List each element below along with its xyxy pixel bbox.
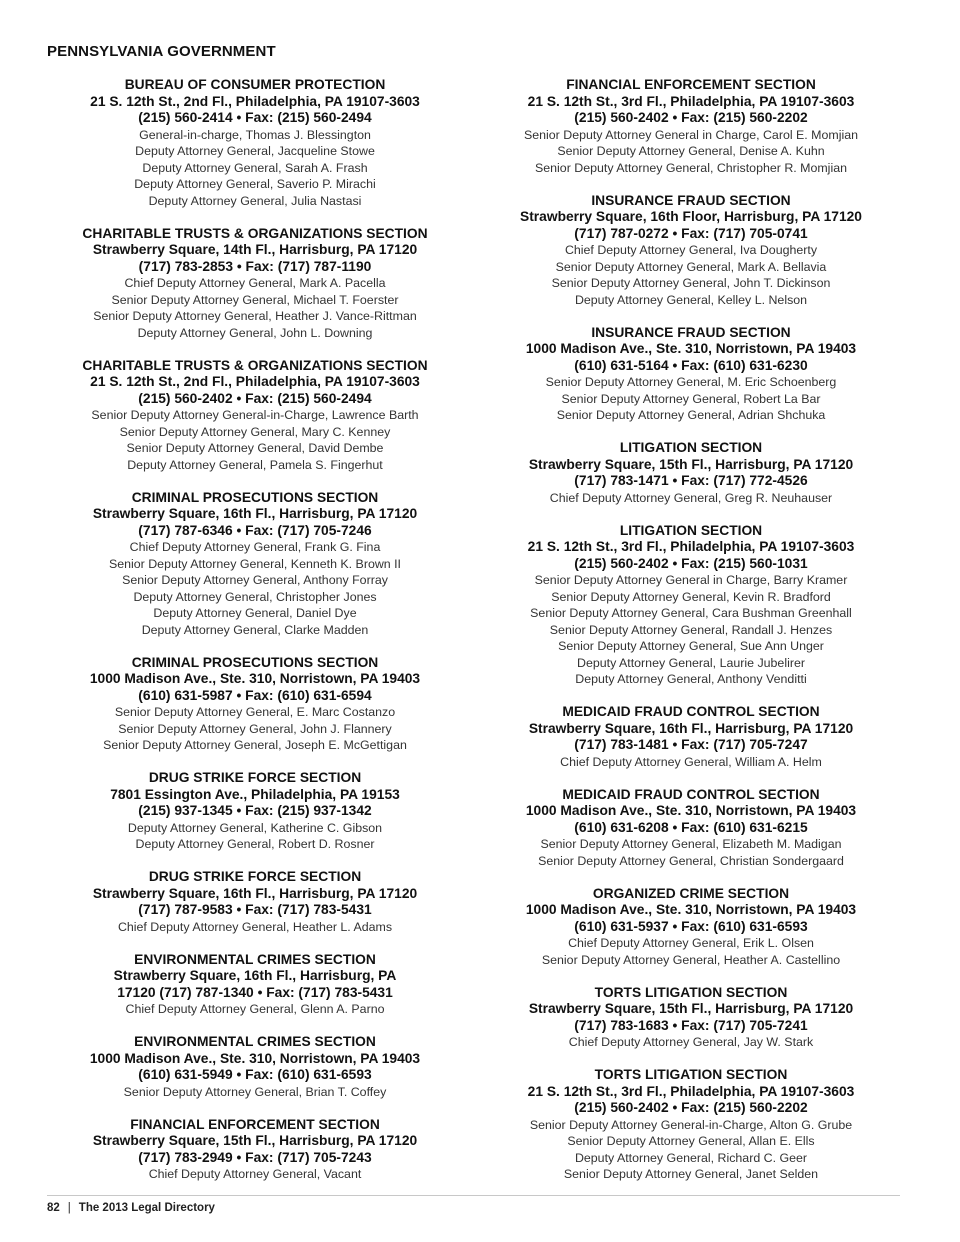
section-title: ENVIRONMENTAL CRIMES SECTION — [134, 951, 376, 967]
section-phone: 17120 (717) 787-1340 • Fax: (717) 783-5431 — [117, 984, 393, 1000]
directory-section — [60, 1034, 450, 1100]
staff-entry: Senior Deputy Attorney General, Kenneth K. Brown II — [108, 556, 402, 571]
staff-entry: Senior Deputy Attorney General, Christopher R. Momjian — [535, 160, 847, 175]
section-phone: (717) 787-6346 • Fax: (717) 705-7246 — [138, 522, 372, 538]
staff-entry: Senior Deputy Attorney General-in-Charge, Lawrence Barth — [91, 408, 419, 422]
staff-entry: Senior Deputy Attorney General, M. Eric Schoenberg — [545, 375, 837, 389]
staff-entry: Deputy Attorney General, Kelley L. Nelson — [574, 292, 808, 307]
staff-entry: Chief Deputy Attorney General, Frank G. Fina — [129, 540, 381, 554]
staff-entry: Senior Deputy Attorney General, Elizabeth M. Madigan — [540, 837, 842, 851]
section-title: FINANCIAL ENFORCEMENT SECTION — [130, 1116, 380, 1132]
section-address: Strawberry Square, 16th Floor, Harrisburg, PA 17120 — [520, 209, 862, 224]
directory-section — [495, 985, 887, 1051]
section-phone: (610) 631-5987 • Fax: (610) 631-6594 — [138, 687, 372, 703]
section-address: Strawberry Square, 15th Fl., Harrisburg, PA 17120 — [528, 456, 854, 472]
section-phone: (717) 783-1471 • Fax: (717) 772-4526 — [574, 473, 808, 488]
section-phone: (610) 631-6208 • Fax: (610) 631-6215 — [574, 819, 808, 835]
staff-entry: Senior Deputy Attorney General, Brian T. Coffey — [123, 1084, 387, 1099]
section-title: LITIGATION SECTION — [619, 440, 763, 455]
staff-entry: Deputy Attorney General, Robert D. Rosner — [135, 837, 375, 851]
directory-section — [60, 655, 450, 754]
directory-section — [60, 358, 450, 474]
directory-section — [60, 770, 450, 853]
staff-entry: Senior Deputy Attorney General, John T. Dickinson — [551, 276, 831, 290]
footer-divider — [47, 1195, 900, 1196]
staff-entry: Senior Deputy Attorney General, Christian Sondergaard — [538, 853, 844, 868]
staff-entry: Senior Deputy Attorney General, Mary C. Kenney — [119, 424, 391, 439]
section-title: INSURANCE FRAUD SECTION — [591, 192, 791, 208]
directory-section — [495, 523, 887, 688]
directory-section — [60, 226, 450, 342]
section-address: Strawberry Square, 14th Fl., Harrisburg, PA 17120 — [92, 242, 418, 257]
section-phone: (215) 560-2402 • Fax: (215) 560-2202 — [574, 110, 808, 125]
section-address: 7801 Essington Ave., Philadelphia, PA 19153 — [110, 786, 400, 802]
staff-entry: Chief Deputy Attorney General, Jay W. Stark — [568, 1035, 814, 1049]
section-title: CRIMINAL PROSECUTIONS SECTION — [131, 654, 379, 670]
section-phone: (610) 631-5937 • Fax: (610) 631-6593 — [574, 918, 808, 934]
staff-entry: Chief Deputy Attorney General, Iva Dougherty — [564, 243, 818, 257]
staff-entry: Senior Deputy Attorney General, Adrian Shchuka — [556, 408, 826, 422]
section-address: 1000 Madison Ave., Ste. 310, Norristown, PA 19403 — [525, 902, 857, 917]
footer-separator: | — [67, 1202, 71, 1214]
section-phone: (717) 783-1683 • Fax: (717) 705-7241 — [574, 1017, 808, 1033]
section-address: 1000 Madison Ave., Ste. 310, Norristown, PA 19403 — [525, 341, 857, 356]
section-phone: (215) 937-1345 • Fax: (215) 937-1342 — [138, 803, 372, 818]
section-title: LITIGATION SECTION — [619, 522, 763, 538]
section-phone: (215) 560-2402 • Fax: (215) 560-2494 — [138, 390, 372, 406]
page-footer — [47, 1202, 215, 1214]
staff-entry: Chief Deputy Attorney General, Mark A. Pacella — [124, 276, 386, 290]
page-header: PENNSYLVANIA GOVERNMENT — [47, 43, 276, 60]
section-address: Strawberry Square, 16th Fl., Harrisburg, PA 17120 — [92, 885, 418, 901]
staff-entry: Senior Deputy Attorney General, Michael T. Foerster — [111, 292, 399, 307]
section-phone: (717) 783-2949 • Fax: (717) 705-7243 — [138, 1149, 372, 1165]
section-phone: (215) 560-2414 • Fax: (215) 560-2494 — [138, 110, 372, 125]
section-address: Strawberry Square, 16th Fl., Harrisburg, PA 17120 — [92, 506, 418, 521]
section-address: 21 S. 12th St., 3rd Fl., Philadelphia, PA 19107-3603 — [527, 93, 855, 109]
section-address: 1000 Madison Ave., Ste. 310, Norristown, PA 19403 — [525, 803, 857, 818]
staff-entry: Senior Deputy Attorney General, Kevin R. Bradford — [551, 589, 831, 604]
staff-entry: Senior Deputy Attorney General, Joseph E. McGettigan — [103, 738, 407, 752]
staff-entry: Deputy Attorney General, Anthony Venditti — [575, 672, 807, 686]
page-number: 82 — [47, 1202, 60, 1214]
staff-entry: Deputy Attorney General, John L. Downing — [137, 325, 373, 340]
staff-entry: Chief Deputy Attorney General, Glenn A. Parno — [125, 1002, 385, 1016]
directory-section — [495, 886, 887, 969]
section-title: ORGANIZED CRIME SECTION — [592, 885, 790, 901]
section-address: Strawberry Square, 16th Fl., Harrisburg, PA — [113, 968, 397, 983]
section-phone: (717) 787-9583 • Fax: (717) 783-5431 — [138, 902, 372, 917]
staff-entry: Senior Deputy Attorney General, Denise A. Kuhn — [557, 144, 825, 158]
section-title: DRUG STRIKE FORCE SECTION — [148, 770, 362, 785]
staff-entry: Senior Deputy Attorney General, E. Marc Costanzo — [114, 705, 396, 719]
section-title: FINANCIAL ENFORCEMENT SECTION — [566, 77, 816, 92]
staff-entry: General-in-charge, Thomas J. Blessington — [139, 127, 371, 142]
staff-entry: Chief Deputy Attorney General, Greg R. Neuhauser — [549, 490, 833, 505]
staff-entry: Chief Deputy Attorney General, Vacant — [148, 1167, 362, 1181]
section-address: 21 S. 12th St., 3rd Fl., Philadelphia, PA 19107-3603 — [527, 539, 855, 554]
staff-entry: Senior Deputy Attorney General, Heather A. Castellino — [541, 952, 841, 967]
section-address: Strawberry Square, 15th Fl., Harrisburg, PA 17120 — [528, 1001, 854, 1016]
section-title: BUREAU OF CONSUMER PROTECTION — [124, 77, 386, 92]
directory-section — [495, 77, 887, 176]
publication-title: The 2013 Legal Directory — [78, 1202, 215, 1214]
section-phone: (215) 560-2402 • Fax: (215) 560-1031 — [574, 555, 808, 571]
staff-entry: Senior Deputy Attorney General, Cara Bushman Greenhall — [530, 606, 852, 620]
staff-entry: Senior Deputy Attorney General in Charge, Barry Kramer — [534, 573, 848, 587]
directory-section — [495, 704, 887, 770]
section-address: 21 S. 12th St., 3rd Fl., Philadelphia, PA 19107-3603 — [527, 1083, 855, 1099]
staff-entry: Senior Deputy Attorney General, David Dembe — [126, 441, 384, 455]
section-title: TORTS LITIGATION SECTION — [594, 1067, 788, 1082]
directory-section — [495, 440, 887, 506]
staff-entry: Senior Deputy Attorney General, John J. Flannery — [118, 721, 392, 736]
staff-entry: Chief Deputy Attorney General, William A. Helm — [560, 754, 822, 769]
section-phone: (610) 631-5164 • Fax: (610) 631-6230 — [574, 357, 808, 373]
staff-entry: Deputy Attorney General, Katherine C. Gibson — [127, 820, 383, 835]
staff-entry: Senior Deputy Attorney General, Randall J. Henzes — [549, 622, 833, 637]
section-address: Strawberry Square, 16th Fl., Harrisburg, PA 17120 — [528, 720, 854, 736]
staff-entry: Deputy Attorney General, Laurie Jubelirer — [577, 655, 805, 670]
section-phone: (717) 783-2853 • Fax: (717) 787-1190 — [138, 258, 372, 274]
staff-entry: Senior Deputy Attorney General, Sue Ann Unger — [558, 639, 824, 653]
directory-section — [60, 869, 450, 935]
directory-section — [60, 1117, 450, 1183]
section-title: ENVIRONMENTAL CRIMES SECTION — [134, 1034, 376, 1049]
section-title: MEDICAID FRAUD CONTROL SECTION — [562, 786, 820, 802]
left-column — [60, 77, 450, 1199]
section-title: MEDICAID FRAUD CONTROL SECTION — [562, 704, 820, 719]
staff-entry: Deputy Attorney General, Julia Nastasi — [148, 193, 362, 208]
staff-entry: Deputy Attorney General, Pamela S. Fingerhut — [127, 457, 383, 472]
staff-entry: Chief Deputy Attorney General, Erik L. Olsen — [568, 936, 814, 950]
section-address: 1000 Madison Ave., Ste. 310, Norristown, PA 19403 — [89, 671, 421, 686]
section-title: CRIMINAL PROSECUTIONS SECTION — [131, 489, 379, 505]
directory-section — [495, 325, 887, 424]
section-title: TORTS LITIGATION SECTION — [594, 984, 788, 1000]
section-title: INSURANCE FRAUD SECTION — [591, 324, 791, 340]
staff-entry: Senior Deputy Attorney General-in-Charge, Alton G. Grube — [529, 1117, 853, 1132]
section-phone: (717) 783-1481 • Fax: (717) 705-7247 — [574, 737, 808, 752]
section-phone: (717) 787-0272 • Fax: (717) 705-0741 — [574, 225, 808, 241]
staff-entry: Deputy Attorney General, Jacqueline Stowe — [135, 144, 375, 158]
staff-entry: Chief Deputy Attorney General, Heather L. Adams — [117, 919, 393, 934]
section-title: CHARITABLE TRUSTS & ORGANIZATIONS SECTION — [82, 357, 428, 373]
staff-entry: Senior Deputy Attorney General, Robert La Bar — [561, 391, 821, 406]
section-title: CHARITABLE TRUSTS & ORGANIZATIONS SECTION — [82, 225, 428, 241]
staff-entry: Senior Deputy Attorney General, Heather J. Vance-Rittman — [93, 309, 417, 323]
staff-entry: Deputy Attorney General, Richard C. Geer — [574, 1150, 808, 1165]
section-address: Strawberry Square, 15th Fl., Harrisburg, PA 17120 — [92, 1133, 418, 1148]
staff-entry: Deputy Attorney General, Clarke Madden — [141, 622, 369, 637]
section-address: 21 S. 12th St., 2nd Fl., Philadelphia, PA 19107-3603 — [90, 93, 420, 109]
section-phone: (610) 631-5949 • Fax: (610) 631-6593 — [138, 1067, 372, 1082]
section-address: 1000 Madison Ave., Ste. 310, Norristown, PA 19403 — [89, 1050, 421, 1066]
directory-section — [60, 77, 450, 209]
directory-section — [495, 193, 887, 309]
right-column — [495, 77, 887, 1199]
staff-entry: Deputy Attorney General, Christopher Jones — [133, 589, 377, 604]
staff-entry: Senior Deputy Attorney General, Allan E. Ells — [567, 1134, 815, 1148]
directory-section — [495, 1067, 887, 1183]
staff-entry: Deputy Attorney General, Sarah A. Frash — [142, 160, 368, 175]
directory-section — [60, 952, 450, 1018]
staff-entry: Senior Deputy Attorney General, Mark A. Bellavia — [555, 259, 827, 274]
staff-entry: Deputy Attorney General, Daniel Dye — [153, 606, 357, 620]
section-title: DRUG STRIKE FORCE SECTION — [148, 869, 362, 884]
section-address: 21 S. 12th St., 2nd Fl., Philadelphia, PA 19107-3603 — [90, 374, 420, 389]
staff-entry: Senior Deputy Attorney General, Janet Selden — [563, 1167, 819, 1181]
directory-section — [495, 787, 887, 870]
section-phone: (215) 560-2402 • Fax: (215) 560-2202 — [574, 1100, 808, 1115]
directory-section — [60, 490, 450, 639]
staff-entry: Senior Deputy Attorney General, Anthony Forray — [122, 573, 388, 587]
staff-entry: Deputy Attorney General, Saverio P. Mirachi — [134, 177, 376, 191]
staff-entry: Senior Deputy Attorney General in Charge, Carol E. Momjian — [523, 127, 859, 142]
